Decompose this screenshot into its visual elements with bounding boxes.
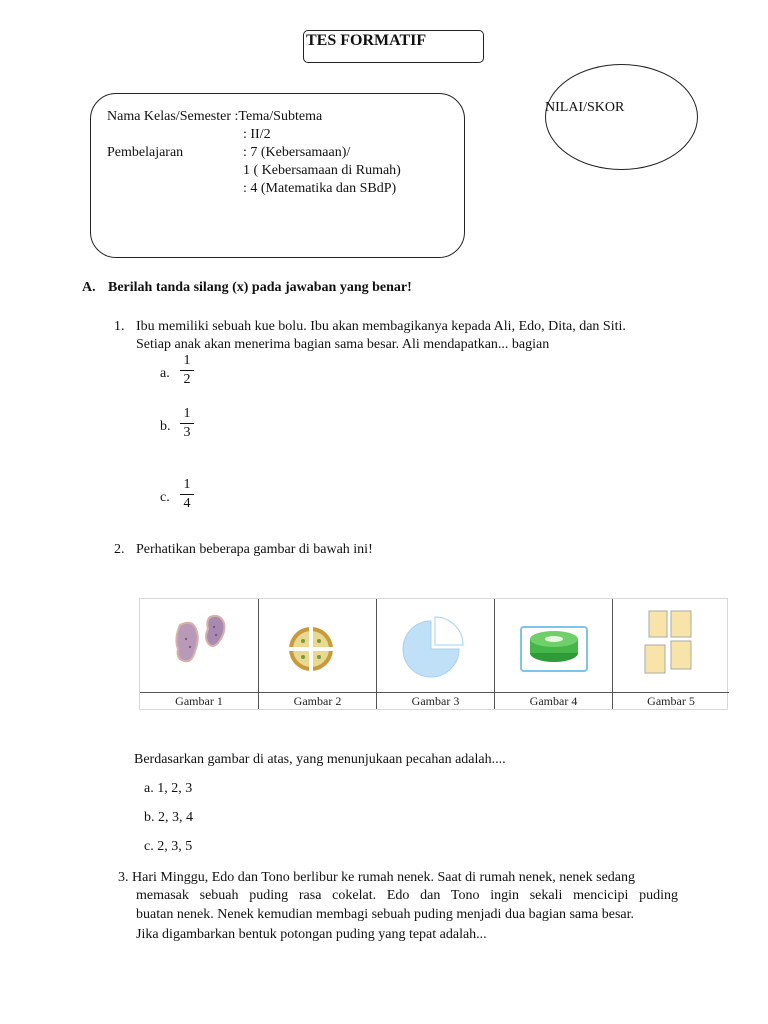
info-row2-label: Pembelajaran (107, 145, 184, 160)
image-gallery (139, 598, 728, 710)
gallery-cell-5 (613, 599, 729, 709)
gallery-cell-2 (259, 599, 377, 709)
q2-followup: Berdasarkan gambar di atas, yang menunjukaan pecahan adalah.... (134, 752, 506, 767)
quartered-pizza-icon (259, 599, 377, 693)
q2-text: Perhatikan beberapa gambar di bawah ini! (136, 542, 373, 557)
pie-missing-quarter-icon (377, 599, 495, 693)
fraction-bar (180, 423, 194, 424)
q1-text-line2: Setiap anak akan menerima bagian sama besar. Ali mendapatkan... bagian (136, 337, 550, 352)
fraction-bar (180, 370, 194, 371)
q2-option-c: c. 2, 3, 5 (144, 839, 193, 854)
score-oval (545, 64, 698, 170)
info-row1-value: : II/2 (243, 127, 271, 142)
info-row2-value-line1: : 7 (Kebersamaan)/ (243, 145, 351, 160)
q1-option-a-letter: a. (160, 366, 170, 381)
fraction-denominator: 2 (183, 372, 191, 387)
q3-text-line3: buatan nenek. Nenek kemudian membagi sebuah puding menjadi dua bagian sama besar. (136, 907, 635, 922)
info-row2-value-line2: 1 ( Kebersamaan di Rumah) (243, 163, 401, 178)
fraction-denominator: 4 (183, 496, 191, 511)
fraction-numerator: 1 (183, 477, 191, 492)
q1-option-c-fraction (180, 477, 194, 512)
q1-option-c-letter: c. (160, 490, 170, 505)
q1-option-a-fraction (180, 353, 194, 388)
gallery-caption-2: Gambar 2 (259, 692, 376, 709)
q1-option-b-fraction (180, 406, 194, 441)
q3-text-line2: memasak sebuah puding rasa cokelat. Edo dan Tono ingin sekali mencicipi puding (136, 888, 678, 903)
info-row2-value-line3: : 4 (Matematika dan SBdP) (243, 181, 397, 196)
gallery-caption-5: Gambar 5 (613, 692, 729, 709)
title-box (303, 30, 484, 63)
gallery-cell-4 (495, 599, 613, 709)
sliced-bread-icon (140, 599, 259, 693)
score-label: NILAI/SKOR (545, 100, 625, 115)
gallery-cell-3 (377, 599, 495, 709)
q3-text-line1: 3. Hari Minggu, Edo dan Tono berlibur ke rumah nenek. Saat di rumah nenek, nenek sedang (118, 870, 636, 885)
section-instruction: Berilah tanda silang (x) pada jawaban yang benar! (108, 280, 412, 295)
fraction-numerator: 1 (183, 406, 191, 421)
section-marker: A. (82, 280, 96, 295)
info-row1-label: Nama Kelas/Semester :Tema/Subtema (107, 109, 323, 124)
q2-option-a: a. 1, 2, 3 (144, 781, 193, 796)
green-pudding-icon (495, 599, 613, 693)
fraction-bar (180, 494, 194, 495)
gallery-caption-4: Gambar 4 (495, 692, 612, 709)
q1-number: 1. (114, 319, 125, 334)
fraction-numerator: 1 (183, 353, 191, 368)
q1-option-b-letter: b. (160, 419, 171, 434)
q2-option-b: b. 2, 3, 4 (144, 810, 193, 825)
gallery-caption-1: Gambar 1 (140, 692, 258, 709)
four-squares-icon (613, 599, 729, 693)
q2-number: 2. (114, 542, 125, 557)
fraction-denominator: 3 (183, 425, 191, 440)
q3-text-line4: Jika digambarkan bentuk potongan puding yang tepat adalah... (136, 927, 487, 942)
q1-text-line1: Ibu memiliki sebuah kue bolu. Ibu akan membagikanya kepada Ali, Edo, Dita, dan Siti. (136, 319, 626, 334)
gallery-cell-1 (140, 599, 259, 709)
gallery-caption-3: Gambar 3 (377, 692, 494, 709)
page-title: TES FORMATIF (306, 32, 427, 49)
